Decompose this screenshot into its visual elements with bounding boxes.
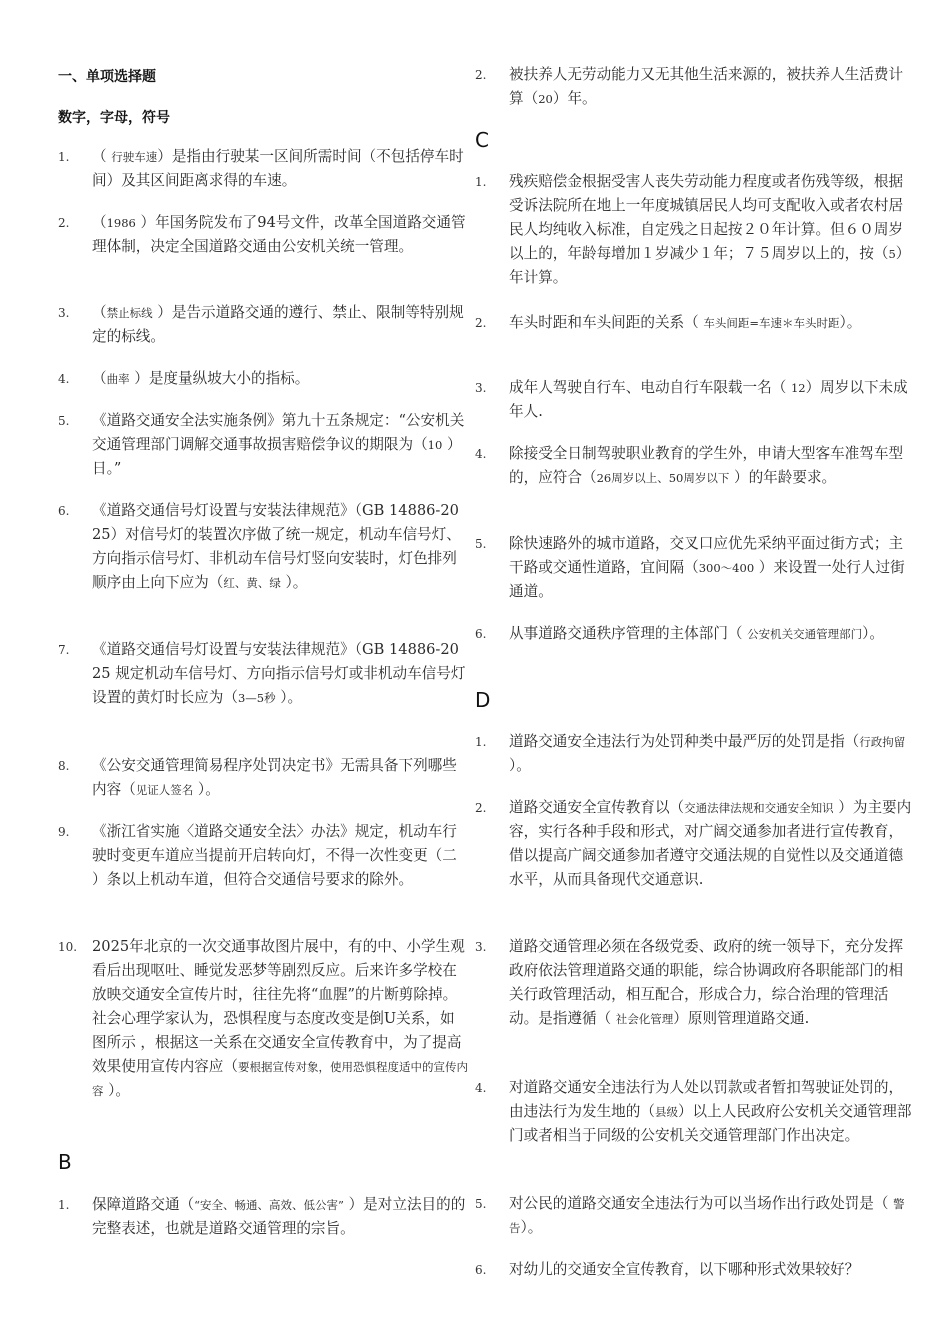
answer: 见证人签名 xyxy=(135,783,194,797)
question-item: 9. 《浙江省实施〈道路交通安全法〉办法》规定，机动车行驶时变更车道应当提前开启转向灯，不得一次性变更（二 ）条以上机动车道，但符合交通信号要求的除外。 xyxy=(58,823,457,888)
answer: 26周岁以上、50周岁以下 xyxy=(596,471,730,485)
question-item: 1. （ 行驶车速）是指由行驶某一区间所需时间（不包括停车时间）及其区间距离求得的车速。 xyxy=(58,148,464,189)
section-letter-b: B xyxy=(58,1150,72,1174)
answer: 车头间距=车速＊车头时距 xyxy=(703,316,840,330)
question-item: 1. 保障道路交通（“安全、畅通、高效、低公害” ）是对立法目的的完整表述，也就是道路交通管理的宗旨。 xyxy=(58,1196,466,1237)
section-letter-d: D xyxy=(475,688,491,712)
section-title: 一、单项选择题 xyxy=(58,69,156,85)
question-item: 3. 道路交通管理必须在各级党委、政府的统一领导下，充分发挥政府依法管理道路交通的职能，综合协调政府各职能部门的相关行政管理活动，相互配合，形成合力，综合治理的管理活动。是指遵循（ 社会化管理）原则管理道路交通. xyxy=(475,938,904,1027)
question-item: 2. 道路交通安全宣传教育以（交通法律法规和交通安全知识 ）为主要内容，实行各种手段和形式，对广阔交通参加者进行宣传教育，借以提高广阔交通参加者遵守交通法规的自觉性以及交通道德水平，从而具备现代交通意识. xyxy=(475,799,912,888)
section-subtitle: 数字，字母，符号 xyxy=(58,110,170,126)
answer: 3—5秒 xyxy=(237,691,276,705)
question-item: 5. 对公民的道路交通安全违法行为可以当场作出行政处罚是（ 警告）。 xyxy=(475,1195,905,1236)
answer: 交通法律法规和交通安全知识 xyxy=(684,801,834,815)
question-item: 6. 从事道路交通秩序管理的主体部门（ 公安机关交通管理部门）。 xyxy=(475,625,885,642)
question-item: 5. 除快速路外的城市道路，交叉口应优先采纳平面过街方式；主干路或交通性道路，宜间隔（300～400 ）来设置一处行人过街通道。 xyxy=(475,535,905,600)
answer: 10 xyxy=(427,438,443,452)
answer: 红、黄、绿 xyxy=(223,576,281,590)
question-item: 8. 《公安交通管理简易程序处罚决定书》无需具备下列哪些内容（见证人签名 ）。 xyxy=(58,757,457,798)
question-item: 4. 除接受全日制驾驶职业教育的学生外，申请大型客车准驾车型的，应符合（26周岁以上、50周岁以下 ）的年龄要求。 xyxy=(475,445,904,486)
answer: 公安机关交通管理部门 xyxy=(747,627,863,641)
question-item: 10. 2025年北京的一次交通事故图片展中，有的中、小学生观看后出现呕吐、睡觉发恶梦等剧烈反应。后来许多学校在放映交通安全宣传片时，往往先将“血腥”的片断剪除掉。社会心理学家认为，恐惧程度与态度改变是倒U关系，如图所示 ，根据这一关系在交通安全宣传教育中，为了提高效果使用宣传内容应（要根据宣传对象，使用恐惧程度适中的宣传内容 ）。 xyxy=(58,938,468,1099)
question-item: 1. 残疾赔偿金根据受害人丧失劳动能力程度或者伤残等级，根据受诉法院所在地上一年度城镇居民人均可支配收入或者农村居民人均纯收入标准，自定残之日起按２０年计算。但６０周岁以上的，年龄每增加１岁减少１年；７５周岁以上的，按（5）年计算。 xyxy=(475,173,911,286)
answer: 行驶车速 xyxy=(111,150,158,164)
question-item: 6. 《道路交通信号灯设置与安装法律规范》（GB 14886-2025）对信号灯的装置次序做了统一规定，机动车信号灯、方向指示信号灯、非机动车信号灯竖向安装时，灯色排列顺序由上向下应为（红、黄、绿 ）。 xyxy=(58,502,461,591)
section-letter-c: C xyxy=(475,128,489,152)
question-item: 2. 车头时距和车头间距的关系（ 车头间距=车速＊车头时距）。 xyxy=(475,314,862,331)
answer: 20 xyxy=(538,92,553,106)
answer: 行政拘留 xyxy=(859,735,906,749)
question-item: 1. 道路交通安全违法行为处罚种类中最严厉的处罚是指（行政拘留 ）。 xyxy=(475,733,906,774)
answer: 社会化管理 xyxy=(615,1012,674,1026)
question-item: 3. （禁止标线 ）是告示道路交通的遵行、禁止、限制等特别规定的标线。 xyxy=(58,304,464,345)
answer: 12 xyxy=(790,381,806,395)
question-item: 6. 对幼儿的交通安全宣传教育，以下哪种形式效果较好？ xyxy=(475,1261,860,1278)
answer: 县级 xyxy=(654,1105,678,1119)
question-item: 7. 《道路交通信号灯设置与安装法律规范》（GB 14886-2025 规定机动车信号灯、方向指示信号灯或非机动车信号灯设置的黄灯时长应为（3—5秒 ）。 xyxy=(58,641,466,706)
answer: 300～400 xyxy=(698,561,755,575)
answer: 1986 xyxy=(106,216,136,230)
question-item: 3. 成年人驾驶自行车、电动自行车限载一名（ 12）周岁以下未成年人. xyxy=(475,379,908,420)
question-item: 4. 对道路交通安全违法行为人处以罚款或者暂扣驾驶证处罚的，由违法行为发生地的（县级）以上人民政府公安机关交通管理部门或者相当于同级的公安机关交通管理部门作出决定。 xyxy=(475,1079,912,1144)
question-item: 5. 《道路交通安全法实施条例》第九十五条规定：“公安机关交通管理部门调解交通事故损害赔偿争议的期限为（10 ）日。” xyxy=(58,412,465,477)
question-item: 4. （曲率 ）是度量纵坡大小的指标。 xyxy=(58,370,310,387)
answer: 禁止标线 xyxy=(106,306,153,320)
answer: 5 xyxy=(888,247,896,261)
answer: 曲率 xyxy=(106,372,130,386)
question-item: 2. （1986 ）年国务院发布了94号文件，改革全国道路交通管理体制，决定全国道路交通由公安机关统一管理。 xyxy=(58,214,466,255)
answer: “安全、畅通、高效、低公害” xyxy=(194,1198,344,1212)
answer: 要根据宣传对象，使用恐惧程度适中的宣传内容 xyxy=(92,1060,468,1098)
question-item: 2. 被扶养人无劳动能力又无其他生活来源的，被扶养人生活费计算（20）年。 xyxy=(475,66,904,107)
answer: 警告 xyxy=(509,1197,905,1235)
